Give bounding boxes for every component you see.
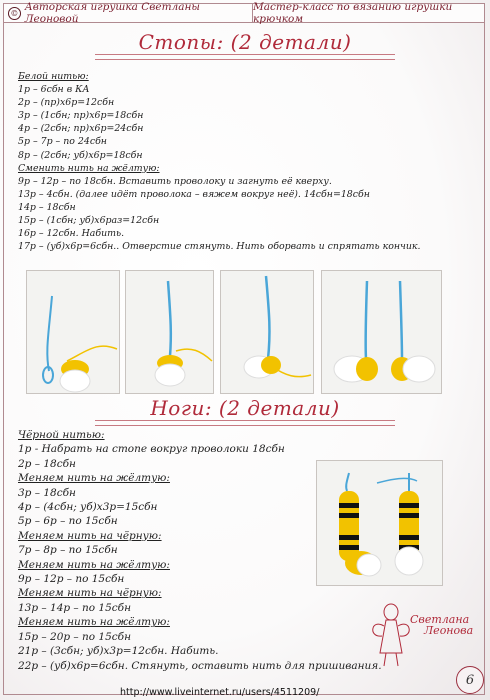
section1-instructions [18, 70, 420, 253]
photo-step-3 [220, 270, 314, 394]
instruction-line: 9р – 12р – по 18сбн. Вставить проволоку и загнуть её кверху. [18, 175, 332, 187]
signature-line1: Светлана [410, 613, 470, 626]
instruction-heading: Меняем нить на чёрную: [18, 587, 162, 600]
instruction-line: 4р – (4сбн; уб)х3р=15сбн [18, 501, 158, 514]
watermark-url[interactable]: http://www.liveinternet.ru/users/4511209/ [120, 687, 320, 698]
instruction-line: 15р – (1сбн; уб)х6раз=12сбн [18, 215, 160, 227]
header [3, 3, 485, 23]
foot-wire-image [27, 271, 119, 393]
instruction-line: 2р – 18сбн [18, 457, 76, 470]
instruction-line: 1р - Набрать на стопе вокруг проволоки 18сбн [18, 443, 285, 456]
title-underline [95, 420, 395, 426]
instruction-heading: Чёрной нитью: [18, 429, 105, 441]
photo-step-2 [125, 270, 214, 394]
header-masterclass: Мастер-класс по вязанию игрушки крючком [253, 3, 485, 23]
instruction-line: 14р – 18сбн [18, 201, 76, 213]
title-underline [95, 54, 395, 60]
instruction-line: 16р – 12сбн. Набить. [18, 228, 125, 240]
instruction-heading: Сменить нить на жёлтую: [18, 162, 160, 174]
instruction-line: 21р – (3сбн; уб)х3р=12сбн. Набить. [18, 645, 219, 658]
section1-title: Стопы: (2 детали) [138, 30, 352, 54]
foot-wire-image [221, 271, 313, 393]
instruction-line: 9р – 12р – по 15сбн [18, 573, 125, 586]
instruction-line: 17р – (уб)х6р=6сбн.. Отверстие стянуть. Нить оборвать и спрятать кончик. [18, 241, 421, 253]
author-signature [410, 614, 473, 636]
copyright-icon: © [8, 7, 21, 20]
instruction-line: 15р – 20р – по 15сбн [18, 630, 132, 643]
instruction-line: 3р – (1сбн; пр)х6р=18сбн [18, 110, 144, 122]
page-number: 6 [456, 666, 484, 694]
section2-title-wrap [0, 396, 490, 426]
instruction-line: 5р – 7р – по 24сбн [18, 136, 107, 148]
feet-pair-image [322, 271, 441, 393]
photo-legs [316, 460, 443, 586]
legs-image [317, 461, 442, 585]
instruction-line: 22р – (уб)х6р=6сбн. Стянуть, оставить нить для пришивания. [18, 659, 382, 672]
instruction-line: 2р – (пр)х6р=12сбн [18, 97, 115, 109]
header-author [3, 3, 253, 23]
section2-title: Ноги: (2 детали) [150, 396, 340, 420]
instruction-heading: Белой нитью: [18, 71, 89, 82]
instruction-heading: Меняем нить на чёрную: [18, 529, 162, 542]
instruction-line: 1р – 6сбн в КА [18, 84, 90, 96]
instruction-heading: Меняем нить на жёлтую: [18, 472, 170, 485]
instruction-heading: Меняем нить на жёлтую: [18, 616, 170, 629]
instruction-line: 4р – (2сбн; пр)х6р=24сбн [18, 123, 144, 135]
instruction-line: 5р – 6р – по 15сбн [18, 515, 118, 528]
foot-wire-image [126, 271, 213, 393]
header-author-text: Авторская игрушка Светланы Леоновой [24, 1, 200, 25]
instruction-line: 3р – 18сбн [18, 486, 76, 499]
instruction-line: 8р – (2сбн; уб)х6р=18сбн [18, 149, 143, 161]
instruction-heading: Меняем нить на жёлтую: [18, 558, 170, 571]
instruction-line: 13р – 4сбн. (далее идёт проволока – вяжем вокруг неё). 14сбн=18сбн [18, 188, 370, 200]
section1-title-wrap [0, 30, 490, 60]
photo-step-4 [321, 270, 442, 394]
photo-step-1 [26, 270, 120, 394]
fairy-illustration [366, 598, 416, 668]
instruction-line: 7р – 8р – по 15сбн [18, 544, 118, 557]
instruction-line: 13р – 14р – по 15сбн [18, 601, 132, 614]
signature-line2: Леонова [424, 624, 474, 637]
